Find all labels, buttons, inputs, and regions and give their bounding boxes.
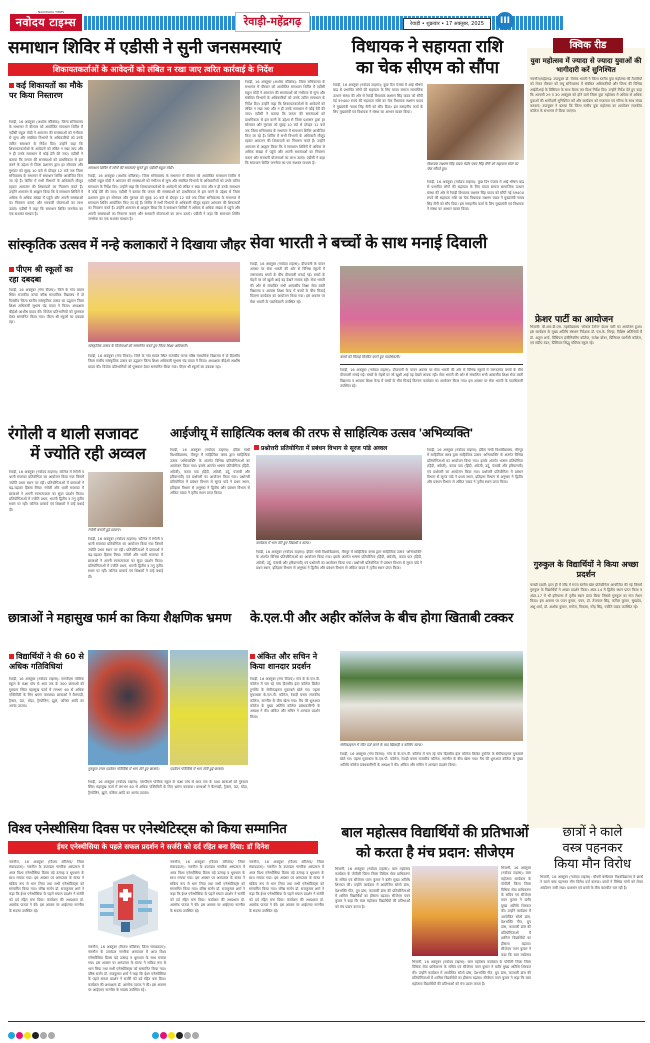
story7-caption1: गुरुकुल टनल एडवेंचर गतिविधि में भाग लेते हुए छात्राएं। — [88, 767, 160, 771]
story10-body-col1: भिवानी, 16 अक्तूबर (नवोदय टाइम्स): बाल महोत्सव कार्यक्रम के पोपीली जिला जिला विधिक सेवा प्राधिकरण के सचिव एवं सीजेएम पवन कुमार ने बतौर मुख्य अतिथि शिरकत की। उन्होंने कार्यक्रम में आयोजित सोलो डांस, देशभक्ति गीत, ग्रुप डांस, कव्वाली डांस की प्रतियोगिताओं में शामिल विद्यार्थियों का हौसला बढ़ाया। सीजेएम पवन कुमार ने कहा कि बाल महोत्सव विद्यार्थियों की प्रतिभाओं को मंच प्रदान करता है। — [335, 867, 410, 909]
story11-headline-line3: किया मौन विरोध — [553, 856, 632, 871]
story2-caption: विधायक लक्ष्मण सिंह यादव मंडोर एवम सिंह सैनी को सहायता राशि का चेक सौंपते हुए। — [427, 162, 519, 171]
story7-body-col2: रेवाड़ी, 16 अक्तूबर (नवोदय टाइम्स): एसपीएस पब्लिक स्कूल के कक्षा पांच से आठ तक के 300 छात्राओं को गुरुग्राम स्थित महासुख फार्म में लगभग 60 से अधिक एक्टिविटी के लिए भ्रमण करवाया। छात्राओं ने बैलगाड़ी, ट्रैक्टर, ऊंट, घोड़ा, ट्रैम्पोलिन, झूले, फोरेस्ट आदि का आनंद उठाया। — [88, 780, 248, 795]
edition-name: रेवाड़ी-महेंद्रगढ़ — [235, 12, 310, 32]
story1-photo — [88, 80, 240, 164]
story7-headline: छात्राओं ने महासुख फार्म का किया शैक्षणिक भ्रमण — [8, 611, 232, 625]
story9-deck: ईथर एनेस्थीसिया के पहले सफल प्रदर्शन ने सर्जरी को दर्द रहित बना दिया: डॉ दिनेश — [8, 841, 318, 854]
bullet-square-icon — [250, 654, 255, 659]
masthead-small-label: NAVODAYA TIMES — [38, 10, 65, 14]
story10-headline-line1: बाल महोत्सव विद्यार्थियों की प्रतिभाओं — [341, 824, 529, 840]
story7-subhead-text: विद्यार्थियों ने की 60 से अधिक गतिविधियां — [9, 652, 84, 671]
hospital-building-icon — [88, 862, 166, 942]
story4-caption: बच्चों को मिठाई वितरित करते हुए पदाधिकारी। — [340, 355, 401, 359]
story11-headline — [540, 824, 645, 872]
story2-photo — [427, 84, 524, 160]
story8-photo — [340, 651, 523, 741]
story3-headline: सांस्कृतिक उत्सव में नन्हे कलाकारों ने दिखाया जौहर — [8, 237, 246, 252]
story3-photo — [88, 262, 240, 342]
story3-subhead — [9, 265, 84, 285]
story2-headline-line1: विधायक ने सहायता राशि — [351, 37, 504, 56]
story6-body-col1: रेवाड़ी, 16 अक्तूबर (नवोदय टाइम्स): इंदिरा गांधी विश्वविद्यालय, मीरपुर में साहित्यिक क्लब द्वारा साहित्यिक उत्सव 'अभिव्यक्ति' के अंतर्गत विभिन्न प्रतियोगिताओं का आयोजन किया गया। इसके अंतर्गत भाषण प्रतियोगिता (हिंदी, अंग्रेजी), काव्य पाठ (हिंदी, अंग्रेजी, उर्दू, पंजाबी और हरियाणवी) एवं प्रश्नोत्तरी का आयोजन किया गया। प्रश्नोत्तरी प्रतियोगिता में प्रबंधन विभाग से सूरज पांडे ने प्रथम स्थान, इतिहास विभाग से अनुष्का ने द्वितीय और प्रबंधन विभाग से अंकित यादव ने तृतीय स्थान प्राप्त किया। — [170, 448, 250, 496]
story1-body-col2: रेवाड़ी, 16 अक्तूबर (अशोक कौशिक): जिला सचिवालय के सभागार में वीरवार को आयोजित समाधान शिविर में एडीसी राहुल मोदी ने आमजन की समस्याओं को गंभीरता से सुना और संबंधित विभागों के अधिकारियों को उनके त्वरित समाधान के निर्देश दिए। उन्होंने कहा कि शिकायतकर्ताओं के आवेदनों को लंबित न रखा जाए और न ही उनके समाधान में कोई देरी की जाए। एडीसी ने बताया कि जनता की समस्याओं को प्राथमिकता से हल करने के उद्देश्य से जिला प्रशासन द्वारा हर सोमवार और गुरुवार को सुबह 10 बजे से दोपहर 12 बजे तक जिला सचिवालय के सभागार में समाधान शिविर आयोजित किए जा रहे हैं। शिविर में सभी विभागों के अधिकारी मौजूद रहकर आमजन की शिकायतों का निवारण करते हैं। उन्होंने आमजन से आह्वान किया कि वे समाधान शिविरों में अधिक से अधिक संख्या में पहुंचे और अपनी समस्याओं का निवारण कराएं और सरकारी योजनाओं का लाभ उठाएं। एडीसी ने कहा कि समाधान शिविर जनसेवा का एक सशक्त माध्यम है। — [88, 174, 240, 222]
magenta-dot-icon — [16, 1032, 23, 1039]
story3-caption: सांस्कृतिक उत्सव के विजेताओं को सम्मानित करते हुए जिला शिक्षा अधिकारी। — [88, 344, 188, 348]
story9-body-col4: नारनौल, 16 अक्तूबर (विजय कौशिक/ जिला संवाददाता): नारनौल के उपमंडल नागरिक अस्पताल में आज विश्व एनेस्थीसिया दिवस बड़े उत्साह व धूमधाम के साथ मनाया गया। इस अवसर पर अस्पताल के स्टाफ ने सक्रिय रूप से भाग लिया तथा सभी एनेस्थेटिस्ट्स को सम्मानित किया गया। वरिष्ठ सर्जन डॉ. राजकुमार शर्मा ने कहा कि ईथर एनेस्थीसिया के पहले सफल प्रदर्शन ने सर्जरी को दर्द रहित बना दिया। कार्यक्रम की अध्यक्षता डॉ. आलोक पाठक ने की। इस अवसर पर आईएमए नारनौल के सदस्य उपस्थित रहे। — [249, 860, 324, 913]
story9-body-col3: नारनौल, 16 अक्तूबर (विजय कौशिक/ जिला संवाददाता): नारनौल के उपमंडल नागरिक अस्पताल में आज विश्व एनेस्थीसिया दिवस बड़े उत्साह व धूमधाम के साथ मनाया गया। इस अवसर पर अस्पताल के स्टाफ ने सक्रिय रूप से भाग लिया तथा सभी एनेस्थेटिस्ट्स को सम्मानित किया गया। वरिष्ठ सर्जन डॉ. राजकुमार शर्मा ने कहा कि ईथर एनेस्थीसिया के पहले सफल प्रदर्शन ने सर्जरी को दर्द रहित बना दिया। कार्यक्रम की अध्यक्षता डॉ. आलोक पाठक ने की। इस अवसर पर आईएमए नारनौल के सदस्य उपस्थित रहे। — [170, 860, 245, 913]
story8-caption: सेमीफाइनल में जीत दर्ज करने के बाद खिलाड़ी व कोचिंग स्टाफ। — [340, 743, 423, 747]
story11-headline-line2: वस्त्र पहनकर — [562, 840, 623, 855]
story10-body-col2: भिवानी, 16 अक्तूबर (नवोदय टाइम्स): बाल महोत्सव कार्यक्रम के पोपीली जिला जिला विधिक सेवा प्राधिकरण के सचिव एवं सीजेएम पवन कुमार ने बतौर मुख्य अतिथि शिरकत की। उन्होंने कार्यक्रम में आयोजित सोलो डांस, देशभक्ति गीत, ग्रुप डांस, कव्वाली डांस की प्रतियोगिताओं में शामिल विद्यार्थियों का हौसला बढ़ाया। सीजेएम पवन कुमार ने कहा कि बाल महोत्सव — [501, 866, 531, 956]
cyan-dot-icon — [8, 1032, 15, 1039]
story4-body-col1: रेवाड़ी, 16 अक्तूबर (नवोदय टाइम्स): दीपावली के पावन अवसर पर सेवा भारती की ओर से विभिन्न स्कूलों में जरूरतमंद बच्चों के बीच दीपावली मनाई गई। बच्चों के चेहरों पर जो खुशी आई वह देखने लायक रही। सेवा भारती की ओर से संचालित सभी आवासीय शिक्षा सेवा बस्ती विद्यालय व आवास शिक्षा केन्द्र में बच्चों के बीच मिठाई वितरण कार्यक्रम का आयोजन किया गया। इस अवसर पर सेवा भारती के पदाधिकारी उपस्थित रहे। — [250, 262, 325, 304]
story1-body-col3: रेवाड़ी, 16 अक्तूबर (अशोक कौशिक): जिला सचिवालय के सभागार में वीरवार को आयोजित समाधान शिविर में एडीसी राहुल मोदी ने आमजन की समस्याओं को गंभीरता से सुना और संबंधित विभागों के अधिकारियों को उनके त्वरित समाधान के निर्देश दिए। उन्होंने कहा कि शिकायतकर्ताओं के आवेदनों को लंबित न रखा जाए और न ही उनके समाधान में कोई देरी की जाए। एडीसी ने बताया कि जनता की समस्याओं को प्राथमिकता से हल करने के उद्देश्य से जिला प्रशासन द्वारा हर सोमवार और गुरुवार को सुबह 10 बजे से दोपहर 12 बजे तक जिला सचिवालय के सभागार में समाधान शिविर आयोजित किए जा रहे हैं। शिविर में सभी विभागों के अधिकारी मौजूद रहकर आमजन की शिकायतों का निवारण करते हैं। उन्होंने आमजन से आह्वान किया कि वे समाधान शिविरों में अधिक से अधिक संख्या में पहुंचे और अपनी समस्याओं का निवारण कराएं और सरकारी योजनाओं का लाभ उठाएं। एडीसी ने कहा कि समाधान शिविर जनसेवा का एक सशक्त माध्यम है। — [245, 80, 325, 166]
story7-photo2 — [170, 650, 248, 765]
story10-body-col3: भिवानी, 16 अक्तूबर (नवोदय टाइम्स): बाल महोत्सव कार्यक्रम के पोपीली जिला जिला विधिक सेवा प्राधिकरण के सचिव एवं सीजेएम पवन कुमार ने बतौर मुख्य अतिथि शिरकत की। उन्होंने कार्यक्रम में आयोजित सोलो डांस, देशभक्ति गीत, ग्रुप डांस, कव्वाली डांस की प्रतियोगिताओं में शामिल विद्यार्थियों का हौसला बढ़ाया। सीजेएम पवन कुमार ने कहा कि बाल महोत्सव विद्यार्थियों की प्रतिभाओं को मंच प्रदान करता है। — [412, 960, 531, 986]
story5-caption: रंगोली बनाती हुई छात्राएं। — [88, 528, 121, 532]
black-dot-icon — [176, 1032, 183, 1039]
story11-body: भिवानी, 16 अक्तूबर (नवोदय टाइम्स): चौधरी बंसीलाल विश्वविद्यालय में छात्रों ने काले वस्त्र पहनकर मौन विरोध दर्ज कराया। छात्रों ने विभिन्न मांगों को लेकर आंदोलन जारी रखा। प्रशासन एवं छात्रों के बीच बातचीत चल रही है। — [540, 875, 643, 890]
story6-photo — [256, 455, 422, 540]
page-number-badge: III — [496, 12, 514, 30]
story8-subhead — [250, 652, 320, 672]
story7-body-col1: रेवाड़ी, 16 अक्तूबर (नवोदय टाइम्स): एसपीएस पब्लिक स्कूल के कक्षा पांच से आठ तक के 300 छात्राओं को गुरुग्राम स्थित महासुख फार्म में लगभग 60 से अधिक एक्टिविटी के लिए भ्रमण करवाया। छात्राओं ने बैलगाड़ी, ट्रैक्टर, ऊंट, घोड़ा, ट्रैम्पोलिन, झूले, फोरेस्ट आदि का आनंद उठाया। — [9, 677, 84, 709]
story1-headline: समाधान शिविर में एडीसी ने सुनी जनसमस्याएं — [8, 38, 282, 57]
quick-read-item1-body: नारनौल/महेंद्रगढ़: उपायुक्त डॉ. विवेक भारती ने जिला स्तरीय युवा महोत्सव की तैयारियों को लेकर वीरवार को लघु सचिवालय में संबंधित अधिकारियों और जिला की विभिन्न आईटीआई के प्रिंसिपल के साथ बैठक कर दिशा निर्देश दिए। उन्होंने निर्देश देते हुए कहा कि आगामी 29 व 30 अक्तूबर को होने वाले जिला युवा महोत्सव में अधिक से अधिक युवाओं की भागीदारी सुनिश्चित करें और कार्यक्रम को सफलता एवं गरिमा के साथ संपन्न करवाएं। उपायुक्त ने बताया कि जिला स्तरीय युवा महोत्सव का आयोजन राजकीय कॉलेज के सभागार में किया जाएगा। — [530, 77, 642, 114]
story9-headline: विश्व एनेस्थीसिया दिवस पर एनेस्थेटिस्ट्स को किया सम्मानित — [8, 821, 287, 836]
story6-body-col3: रेवाड़ी, 16 अक्तूबर (नवोदय टाइम्स): इंदिरा गांधी विश्वविद्यालय, मीरपुर में साहित्यिक क्लब द्वारा साहित्यिक उत्सव 'अभिव्यक्ति' के अंतर्गत विभिन्न प्रतियोगिताओं का आयोजन किया गया। इसके अंतर्गत भाषण प्रतियोगिता (हिंदी, अंग्रेजी), काव्य पाठ (हिंदी, अंग्रेजी, उर्दू, पंजाबी और हरियाणवी) एवं प्रश्नोत्तरी का आयोजन किया गया। प्रश्नोत्तरी प्रतियोगिता में प्रबंधन विभाग से सूरज पांडे ने प्रथम स्थान, इतिहास विभाग से अनुष्का ने द्वितीय और प्रबंधन विभाग से अंकित यादव ने तृतीय स्थान प्राप्त किया। — [427, 448, 523, 485]
story5-photo — [88, 472, 163, 527]
grey-dot-icon — [192, 1032, 199, 1039]
story9-body-col1: नारनौल, 16 अक्तूबर (विजय कौशिक/ जिला संवाददाता): नारनौल के उपमंडल नागरिक अस्पताल में आज विश्व एनेस्थीसिया दिवस बड़े उत्साह व धूमधाम के साथ मनाया गया। इस अवसर पर अस्पताल के स्टाफ ने सक्रिय रूप से भाग लिया तथा सभी एनेस्थेटिस्ट्स को सम्मानित किया गया। वरिष्ठ सर्जन डॉ. राजकुमार शर्मा ने कहा कि ईथर एनेस्थीसिया के पहले सफल प्रदर्शन ने सर्जरी को दर्द रहित बना दिया। कार्यक्रम की अध्यक्षता डॉ. आलोक पाठक ने की। इस अवसर पर आईएमए नारनौल के सदस्य उपस्थित रहे। — [9, 860, 84, 913]
story5-body-col1: रेवाड़ी, 16 अक्तूबर (नवोदय टाइम्स): कॉलेज में रंगोली व थाली सजावट प्रतियोगिता का आयोजन किया गया जिसमें ज्योति प्रथम स्थान पर रही। प्रतियोगिताओं में छात्राओं ने बढ़-चढ़कर हिस्सा लिया। रंगोली और थाली सजावट में छात्राओं ने अपनी रचनात्मकता का सुंदर प्रदर्शन किया। प्रतियोगिताओं में ज्योति प्रथम, भारती द्वितीय व तनु तृतीय स्थान पर रहीं। कॉलेज प्राचार्य एवं शिक्षकों ने उन्हें बधाई दी। — [9, 470, 84, 512]
quick-read-item3-title: गुरुकुल के विद्यार्थियों ने किया अच्छा प्रदर्शन — [533, 560, 639, 579]
story5-body-col2: रेवाड़ी, 16 अक्तूबर (नवोदय टाइम्स): कॉलेज में रंगोली व थाली सजावट प्रतियोगिता का आयोजन किया गया जिसमें ज्योति प्रथम स्थान पर रही। प्रतियोगिताओं में छात्राओं ने बढ़-चढ़कर हिस्सा लिया। रंगोली और थाली सजावट में छात्राओं ने अपनी रचनात्मकता का सुंदर प्रदर्शन किया। प्रतियोगिताओं में ज्योति प्रथम, भारती द्वितीय व तनु तृतीय स्थान पर रहीं। कॉलेज प्राचार्य एवं शिक्षकों ने उन्हें बधाई दी। — [88, 537, 163, 579]
story8-subhead-text: अंकित और सचिन ने किया शानदार प्रदर्शन — [250, 652, 318, 671]
story2-headline-line2: का चेक सीएम को सौंपा — [355, 58, 500, 77]
bullet-square-icon — [254, 445, 259, 450]
story5-headline-line1: रंगोली व थाली सजावट — [8, 426, 139, 443]
bottom-rule — [8, 1021, 645, 1022]
registration-marks-center — [152, 1024, 200, 1043]
story1-subhead — [9, 81, 83, 101]
bullet-square-icon — [9, 654, 14, 659]
masthead — [0, 0, 650, 34]
story2-body-col2: रेवाड़ी, 16 अक्तूबर (नवोदय टाइम्स): कुछ दिन पंजाब में आई भीषण बाढ़ से प्रभावित लोगों की सहायता के लिए यादव समाज सामाजिक उत्थान संस्था की ओर से रेवाड़ी विधायक लक्ष्मण सिंह यादव को सौंपी गई 59400 रुपये की सहायता राशि का चेक विधायक लक्ष्मण यादव ने मुख्यमंत्री नायब सिंह सैनी को सौंप दिया। इस सराहनीय कार्य के लिए मुख्यमंत्री एवं विधायक ने संस्था का आभार व्यक्त किया। — [427, 180, 524, 212]
magenta-dot-icon — [160, 1032, 167, 1039]
story2-body-col1: रेवाड़ी, 16 अक्तूबर (नवोदय टाइम्स): कुछ दिन पंजाब में आई भीषण बाढ़ से प्रभावित लोगों की सहायता के लिए यादव समाज सामाजिक उत्थान संस्था की ओर से रेवाड़ी विधायक लक्ष्मण सिंह यादव को सौंपी गई 59400 रुपये की सहायता राशि का चेक विधायक लक्ष्मण यादव ने मुख्यमंत्री नायब सिंह सैनी को सौंप दिया। इस सराहनीय कार्य के लिए मुख्यमंत्री एवं विधायक ने संस्था का आभार व्यक्त किया। — [333, 83, 423, 115]
story6-body-col2: रेवाड़ी, 16 अक्तूबर (नवोदय टाइम्स): इंदिरा गांधी विश्वविद्यालय, मीरपुर में साहित्यिक क्लब द्वारा साहित्यिक उत्सव 'अभिव्यक्ति' के अंतर्गत विभिन्न प्रतियोगिताओं का आयोजन किया गया। इसके अंतर्गत भाषण प्रतियोगिता (हिंदी, अंग्रेजी), काव्य पाठ (हिंदी, अंग्रेजी, उर्दू, पंजाबी और हरियाणवी) एवं प्रश्नोत्तरी का आयोजन किया गया। प्रश्नोत्तरी प्रतियोगिता में प्रबंधन विभाग से सूरज पांडे ने प्रथम स्थान, इतिहास विभाग से अनुष्का ने द्वितीय और प्रबंधन विभाग से अंकित यादव ने तृतीय स्थान प्राप्त किया। — [256, 550, 422, 571]
story7-photo1 — [88, 650, 168, 765]
date-line: रेवाड़ी • शुक्रवार • 17 अक्तूबर, 2025 — [403, 18, 491, 30]
grey-dot-icon — [48, 1032, 55, 1039]
story6-headline: आईजीयू में साहित्यिक क्लब की तरफ से साहित्यिक उत्सव 'अभिव्यक्ति' — [170, 426, 473, 440]
story1-deck: शिकायतकर्ताओं के आवेदनों को लंबित न रखा जाए त्वरित कार्रवाई के निर्देश — [8, 63, 318, 76]
story7-caption2: एडवेंचर गतिविधि में भाग लेती हुई छात्राएं। — [170, 767, 225, 771]
story4-body-col2: रेवाड़ी, 16 अक्तूबर (नवोदय टाइम्स): दीपावली के पावन अवसर पर सेवा भारती की ओर से विभिन्न स्कूलों में जरूरतमंद बच्चों के बीच दीपावली मनाई गई। बच्चों के चेहरों पर जो खुशी आई वह देखने लायक रही। सेवा भारती की ओर से संचालित सभी आवासीय शिक्षा सेवा बस्ती विद्यालय व आवास शिक्षा केन्द्र में बच्चों के बीच मिठाई वितरण कार्यक्रम का आयोजन किया गया। इस अवसर पर सेवा भारती के पदाधिकारी उपस्थित रहे। — [340, 368, 523, 389]
quick-read-item1-title: युवा महोत्सव में ज्यादा से ज्यादा युवाओं की भागीदारी करें सुनिश्चित — [530, 57, 642, 74]
story1-body-col1: रेवाड़ी, 16 अक्तूबर (अशोक कौशिक): जिला सचिवालय के सभागार में वीरवार को आयोजित समाधान शिविर में एडीसी राहुल मोदी ने आमजन की समस्याओं को गंभीरता से सुना और संबंधित विभागों के अधिकारियों को उनके त्वरित समाधान के निर्देश दिए। उन्होंने कहा कि शिकायतकर्ताओं के आवेदनों को लंबित न रखा जाए और न ही उनके समाधान में कोई देरी की जाए। एडीसी ने बताया कि जनता की समस्याओं को प्राथमिकता से हल करने के उद्देश्य से जिला प्रशासन द्वारा हर सोमवार और गुरुवार को सुबह 10 बजे से दोपहर 12 बजे तक जिला सचिवालय के सभागार में समाधान शिविर आयोजित किए जा रहे हैं। शिविर में सभी विभागों के अधिकारी मौजूद रहकर आमजन की शिकायतों का निवारण करते हैं। उन्होंने आमजन से आह्वान किया कि वे समाधान शिविरों में अधिक से अधिक संख्या में पहुंचे और अपनी समस्याओं का निवारण कराएं और सरकारी योजनाओं का लाभ उठाएं। एडीसी ने कहा कि समाधान शिविर जनसेवा का एक सशक्त माध्यम है। — [9, 120, 83, 216]
story4-photo — [340, 266, 523, 353]
paper-logo: नवोदय टाइम्स — [10, 14, 82, 31]
black-dot-icon — [32, 1032, 39, 1039]
story4-headline: सेवा भारती ने बच्चों के साथ मनाई दिवाली — [250, 235, 488, 252]
quick-read-item2-title: फ्रेशर पार्टी का आयोजन — [535, 315, 614, 325]
story11-headline-line1: छात्रों ने काले — [562, 824, 623, 839]
yellow-dot-icon — [24, 1032, 31, 1039]
quick-read-tab: क्विक रीड — [553, 38, 623, 53]
story8-headline: के.एल.पी और अहीर कॉलेज के बीच होगा खिताबी टक्कर — [250, 610, 514, 625]
story8-body-col1: रेवाड़ी, 16 अक्तूबर (गंगा विजय): गांव के के.एल.पी. कॉलेज में चल रहे पांच दिवसीय इंटर कॉलेज क्रिकेट टूर्नामेंट के सेमीफाइनल मुकाबले खेले गए। पहला मुकाबला के.एल.पी. कॉलेज, रेवाड़ी बनाम राजकीय कॉलेज, नारनौल के बीच खेला गया। मैच की शुरुआत कॉलेज के मुख्य अतिथि कॉलेज प्रबंधकारिणी के अध्यक्ष ने की। अंकित और सचिन ने शानदार प्रदर्शन किया। — [250, 677, 320, 719]
quick-read-item3-body: चरखी दादरी: हाल ही में जींद में राज्य स्तरीय खेल प्रतियोगिता आयोजित की गई जिसमें गुरुकुल के विद्यार्थियों ने अच्छा प्रदर्शन किया। अंडर-14 में द्वितीय स्थान प्राप्त किया व अंडर-17 में भी हरियाणा में तृतीय स्थान प्राप्त किया जिससे गुरुकुल का नाम रोशन किया। इस अवसर पर पवन कुमार, पवन, डॉ. तेजपाल सिंह, कपिल कुमार, सुखदेव, अंशु शर्मा, डॉ. अशोक कुमार, मनोज, विकास, नरेंद्र सिंह, ज्योति यादव उपस्थित रहे। — [530, 583, 642, 609]
registration-marks-left — [8, 1024, 56, 1043]
story6-caption: कार्यक्रम में भाग लेते हुए विद्यार्थी व स्टाफ। — [256, 541, 311, 545]
cyan-dot-icon — [152, 1032, 159, 1039]
grey-dot-icon — [184, 1032, 191, 1039]
hospital-illustration — [88, 862, 166, 942]
story6-subhead — [254, 445, 429, 453]
story3-subhead-text: पीएम श्री स्कूलों का रहा दबदबा — [9, 265, 73, 284]
story1-caption: समाधान शिविर में लोगों की समस्याएं सुनते हुए एडीसी राहुल मोदी। — [88, 166, 174, 170]
bullet-square-icon — [9, 83, 14, 88]
story8-body-col2: रेवाड़ी, 16 अक्तूबर (गंगा विजय): गांव के के.एल.पी. कॉलेज में चल रहे पांच दिवसीय इंटर कॉलेज क्रिकेट टूर्नामेंट के सेमीफाइनल मुकाबले खेले गए। पहला मुकाबला के.एल.पी. कॉलेज, रेवाड़ी बनाम राजकीय कॉलेज, नारनौल के बीच खेला गया। मैच की शुरुआत कॉलेज के मुख्य अतिथि कॉलेज प्रबंधकारिणी के अध्यक्ष ने की। अंकित और सचिन ने शानदार प्रदर्शन किया। — [340, 752, 523, 767]
quick-read-item2-body: भिवानी: बी.आर.डी.एस. महाविद्यालय 'लोकल टेलेन्ट' फ्रेशर पार्टी का आयोजन हुआ। इस कार्यक्रम के मुख्य अतिथि संस्थान निदेशक डॉ. एस.के. सिन्हा, विशिष्ट अतिथियों में डॉ. अतुल शर्मा, प्रिंसिपल इंजीनियरिंग कॉलेज, राजेश ग्रोवर, प्रिंसिपल फार्मेसी कॉलेज, एवं संदीप टंडन, प्रिंसिपल सिद्धू पब्लिक स्कूल रहे। — [530, 325, 642, 346]
story9-body-col2: नारनौल, 16 अक्तूबर (विजय कौशिक/ जिला संवाददाता): नारनौल के उपमंडल नागरिक अस्पताल में आज विश्व एनेस्थीसिया दिवस बड़े उत्साह व धूमधाम के साथ मनाया गया। इस अवसर पर अस्पताल के स्टाफ ने सक्रिय रूप से भाग लिया तथा सभी एनेस्थेटिस्ट्स को सम्मानित किया गया। वरिष्ठ सर्जन डॉ. राजकुमार शर्मा ने कहा कि ईथर एनेस्थीसिया के पहले सफल प्रदर्शन ने सर्जरी को दर्द रहित बना दिया। कार्यक्रम की अध्यक्षता डॉ. आलोक पाठक ने की। इस अवसर पर आईएमए नारनौल के सदस्य उपस्थित रहे। — [88, 945, 166, 993]
bullet-square-icon — [9, 267, 14, 272]
grey-dot-icon — [40, 1032, 47, 1039]
story1-subhead-text: कई शिकायतों का मौके पर किया निस्तारण — [9, 81, 83, 100]
story7-subhead — [9, 652, 84, 672]
divider — [340, 364, 523, 365]
story3-body-col1: रेवाड़ी, 16 अक्तूबर (गंगा विजय): जिले के गांव बावल स्थित राजकीय कन्या वरिष्ठ माध्यमिक विद्यालय में दो दिवसीय जिला स्तरीय सांस्कृतिक उत्सव का उद्घाटन जिला शिक्षा अधिकारी सुभाष चंद्र यादव ने किया। अध्यक्षता बीईओ आशीष यादव की। विजेता प्रतिभागियों को पुरस्कार देकर सम्मानित किया गया। पीएम श्री स्कूलों का दबदबा रहा। — [9, 288, 84, 325]
story6-subhead-text: प्रश्नोत्तरी प्रतियोगिता में प्रबंधन विभाग से सूरज पांडे अव्वल — [261, 445, 388, 452]
story10-photo — [412, 866, 498, 956]
yellow-dot-icon — [168, 1032, 175, 1039]
story10-headline-line2: को करता है मंच प्रदान: सीजेएम — [356, 844, 514, 860]
masthead-stripe-band — [84, 16, 564, 30]
story3-body-col2: रेवाड़ी, 16 अक्तूबर (गंगा विजय): जिले के गांव बावल स्थित राजकीय कन्या वरिष्ठ माध्यमिक विद्यालय में दो दिवसीय जिला स्तरीय सांस्कृतिक उत्सव का उद्घाटन जिला शिक्षा अधिकारी सुभाष चंद्र यादव ने किया। अध्यक्षता बीईओ आशीष यादव की। विजेता प्रतिभागियों को पुरस्कार देकर सम्मानित किया गया। पीएम श्री स्कूलों का दबदबा रहा। — [88, 354, 240, 369]
story5-headline-line2: में ज्योति रही अव्वल — [30, 446, 146, 463]
